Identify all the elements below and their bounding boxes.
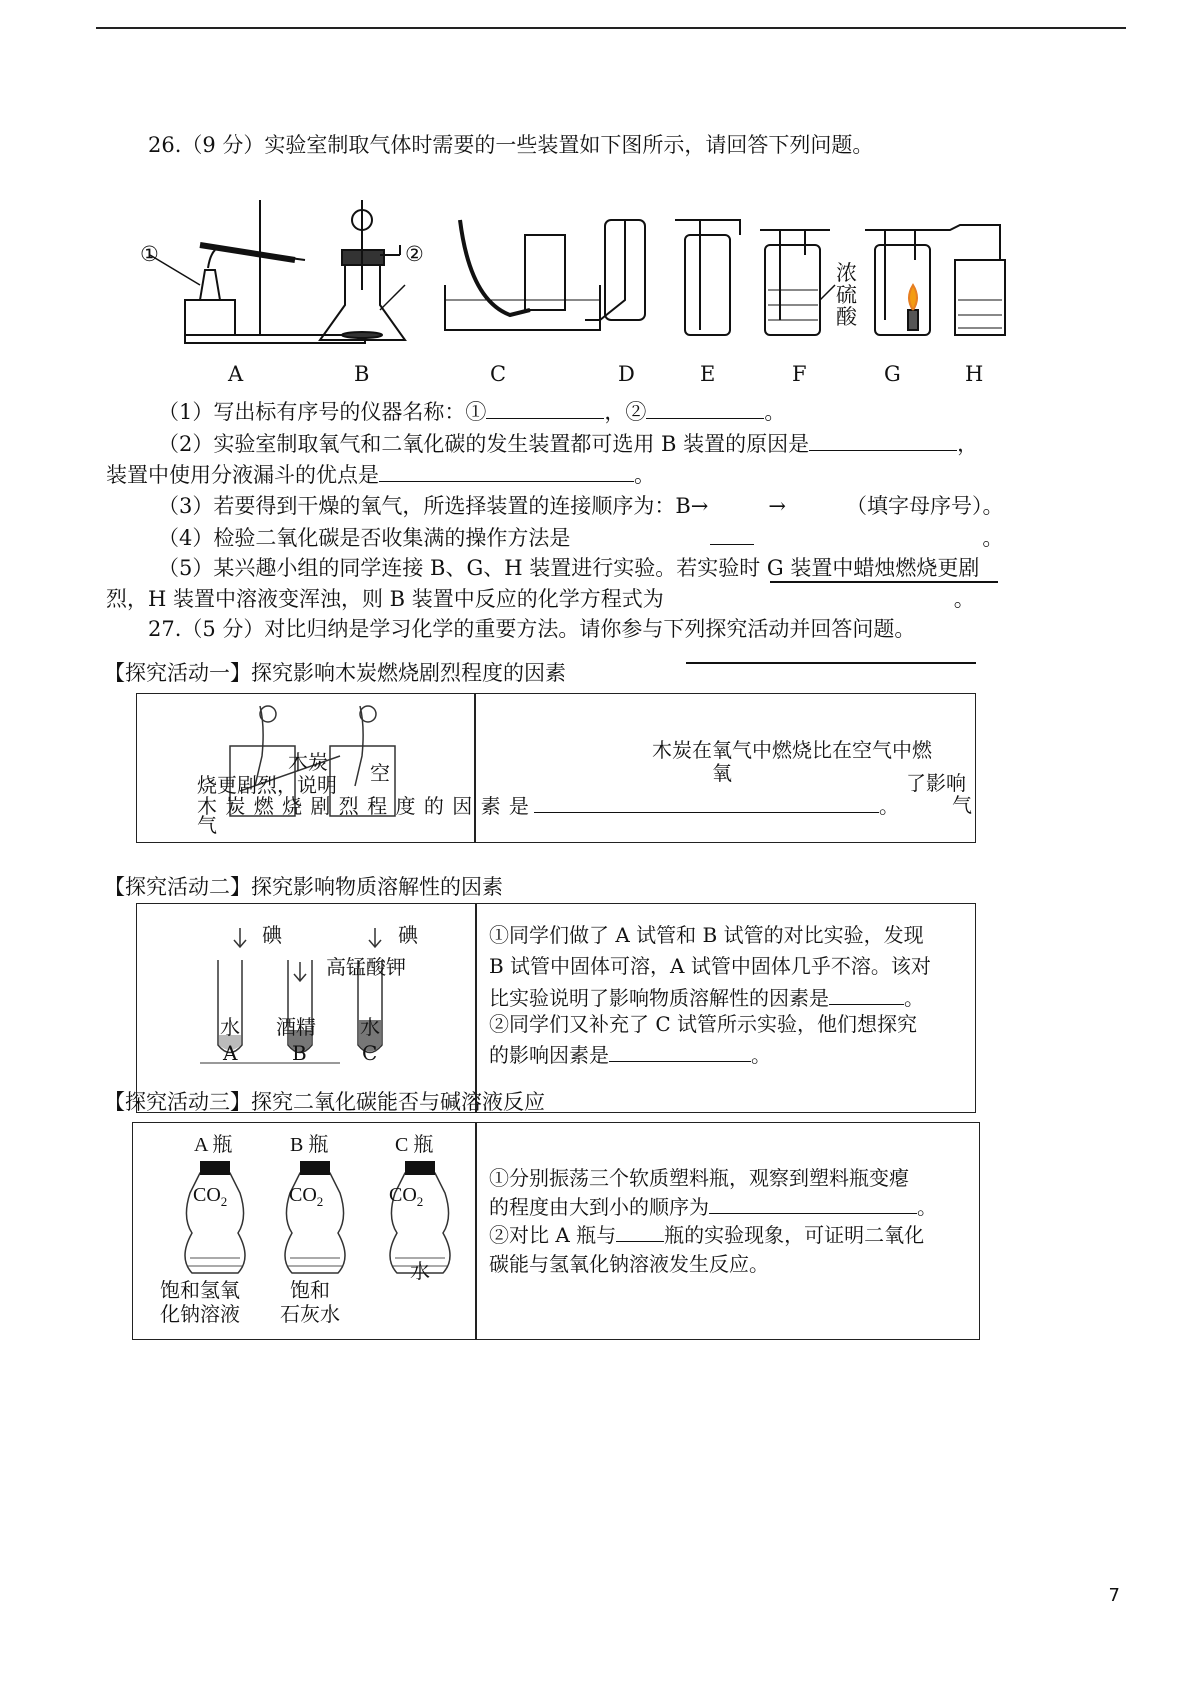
apparatus-diagram [130,190,1030,390]
q27-answer-line[interactable] [686,662,976,664]
label-A: A [228,362,244,386]
bottle-C-water: 水 [410,1259,430,1283]
q26-part2: （2）实验室制取氧气和二氧化碳的发生装置都可选用 B 装置的原因是 ， [158,428,978,459]
act3-blank-1[interactable] [709,1191,917,1214]
q26-part1: （1）写出标有序号的仪器名称：① ，② 。 [158,396,785,427]
act2-line2: B 试管中固体可溶，A 试管中固体几乎不溶。该对 [489,954,931,978]
answer-blank-3[interactable] [809,428,957,451]
label-H: H [965,362,984,386]
answer-blank-5[interactable] [710,522,754,545]
label-E: E [700,362,716,386]
marker-2: ② [405,242,424,266]
act2-line1: ①同学们做了 A 试管和 B 试管的对比实验，发现 [489,923,924,947]
act1-affect-text: 了影响 [906,771,966,795]
act3-blank-2[interactable] [616,1219,664,1242]
bottle-B-lime-1: 饱和 [290,1278,330,1302]
q26-part5: （5）某兴趣小组的同学连接 B、G、H 装置进行实验。若实验时 G 装置中蜡烛燃烧更剧 [158,556,980,580]
label-D: D [618,362,635,386]
label-F: F [792,362,807,386]
bottle-C-label: C 瓶 [395,1134,434,1156]
bottle-A-naoh-1: 饱和氢氧 [160,1278,240,1302]
q26-part3: （3）若要得到干燥的氧气，所选择装置的连接顺序为：B→ → （填字母序号）。 [158,494,1004,518]
underline-p5 [770,581,998,583]
act2-water-C: 水 [360,1015,380,1039]
marker-1: ① [140,242,159,266]
answer-blank-4[interactable] [379,459,634,482]
act1-right-top: 木炭在氧气中燃烧比在空气中燃 [652,738,932,762]
act2-water-A: 水 [220,1015,240,1039]
act2-tube-C: C [362,1041,378,1065]
label-G: G [884,362,901,386]
act1-left-gas-char: 气 [197,813,217,837]
act1-gas-char: 气 [952,793,972,817]
act2-blank-1[interactable] [829,982,904,1005]
act2-line5: 的影响因素是 。 [489,1039,771,1071]
burner-base [185,300,235,335]
bottle-C-co2: $CO_2$ [389,1184,424,1209]
bottle-A-naoh-2: 化钠溶液 [160,1302,240,1326]
act2-kmno4: 高锰酸钾 [326,955,406,979]
act3-line1: ①分别振荡三个软质塑料瓶，观察到塑料瓶变瘪 [489,1166,909,1190]
act3-heading: 【探究活动三】探究二氧化碳能否与碱溶液反应 [104,1090,545,1114]
f-label-3: 酸 [836,305,857,329]
q26-part5-cont: 烈，H 装置中溶液变浑浊，则 B 装置中反应的化学方程式为 。 [106,587,975,611]
q26-part2-cont: 装置中使用分液漏斗的优点是 。 [106,459,655,490]
answer-blank-1[interactable] [486,396,604,419]
act2-heading: 【探究活动二】探究影响物质溶解性的因素 [104,875,503,899]
label-B: B [354,362,370,386]
bottle-B-label: B 瓶 [290,1134,329,1156]
header-rule [96,27,1126,29]
q26-title: 26.（9 分）实验室制取气体时需要的一些装置如下图所示，请回答下列问题。 [148,133,874,157]
answer-blank-2[interactable] [646,396,764,419]
act2-alcohol-B: 酒精 [276,1015,316,1039]
bottle-A-co2: $CO_2$ [193,1184,228,1209]
act1-left-mix: 烧更剧烈，说明 [197,773,337,797]
bottle-A-label: A 瓶 [194,1134,233,1156]
act1-charcoal-label: 木炭 [288,750,328,774]
act1-answer-blank[interactable] [534,790,879,813]
act1-oxygen-char: 氧 [712,761,732,785]
f-label-1: 浓 [836,261,857,285]
act2-iodine-2: 碘 [398,923,418,947]
q27-title: 27.（5 分）对比归纳是学习化学的重要方法。请你参与下列探究活动并回答问题。 [148,617,916,641]
bottle-B-co2: $CO_2$ [289,1184,324,1209]
act2-tube-A: A [223,1041,238,1065]
page-number: 7 [1108,1585,1120,1606]
label-C: C [490,362,507,386]
act2-tube-B: B [292,1041,307,1065]
q26-part4: （4）检验二氧化碳是否收集满的操作方法是 。 [158,522,1003,553]
act2-iodine-1: 碘 [262,923,282,947]
act3-line2: 的程度由大到小的顺序为 。 [489,1191,937,1223]
bottle-B-lime-2: 石灰水 [280,1302,340,1326]
act3-line3: ②对比 A 瓶与 瓶的实验现象，可证明二氧化 [489,1219,924,1251]
f-label-2: 硫 [836,283,857,307]
act2-line4: ②同学们又补充了 C 试管所示实验，他们想探究 [489,1012,918,1036]
act1-heading: 【探究活动一】探究影响木炭燃烧剧烈程度的因素 [104,661,566,685]
act2-blank-2[interactable] [609,1039,751,1062]
act1-air-label: 空 [370,761,390,785]
act2-line3: 比实验说明了影响物质溶解性的因素是 。 [489,982,924,1014]
act1-bottom: 木 炭 燃 烧 剧 烈 程 度 的 因 素 是 。 [197,790,900,822]
act3-line4: 碳能与氢氧化钠溶液发生反应。 [489,1252,769,1276]
